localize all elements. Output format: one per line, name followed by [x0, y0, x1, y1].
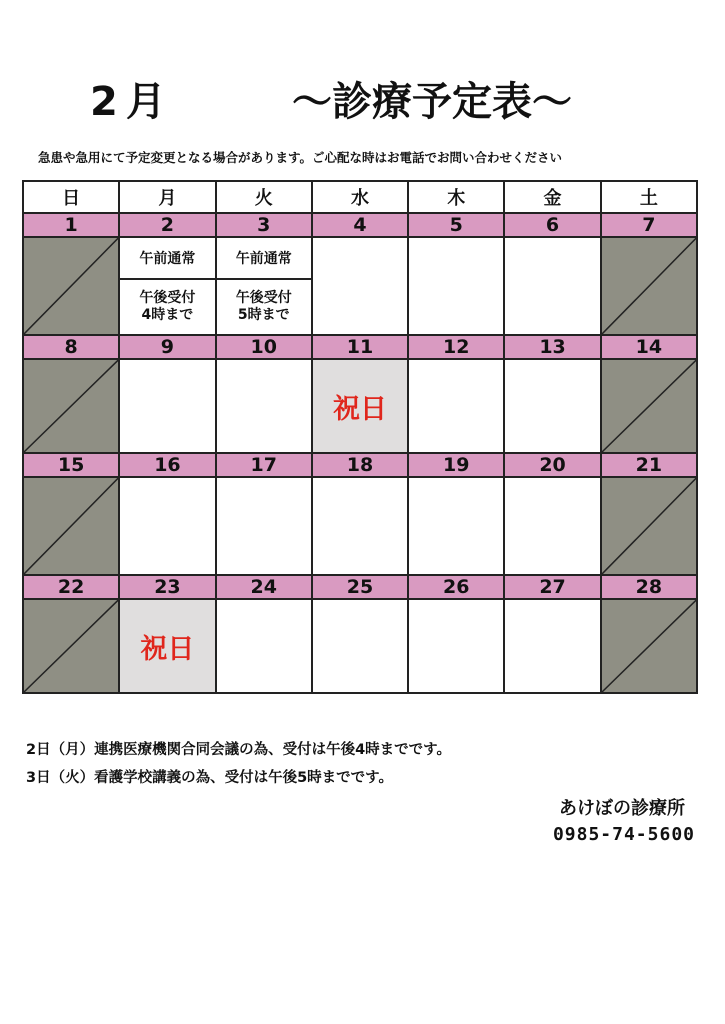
morning-note: 午前通常	[217, 238, 311, 280]
date-cell: 2	[120, 214, 216, 236]
date-cell: 10	[217, 336, 313, 358]
date-cell: 14	[635, 336, 663, 358]
morning-note: 午前通常	[120, 238, 214, 280]
afternoon-note-line2: 4時まで	[141, 307, 194, 323]
schedule-cell	[505, 600, 601, 692]
notice-text: 急患や急用にて予定変更となる場合があります。ご心配な時はお電話でお問い合わせください	[38, 150, 563, 165]
schedule-cell	[120, 360, 216, 452]
holiday-cell	[313, 360, 409, 452]
schedule-cell-feb2	[120, 238, 216, 334]
schedule-cell	[505, 238, 601, 334]
date-cell: 21	[635, 454, 663, 476]
afternoon-note-line1: 午後受付	[235, 290, 292, 306]
date-cell: 8	[24, 336, 120, 358]
calendar	[22, 180, 698, 694]
date-cell: 24	[217, 576, 313, 598]
closed-day-cell	[602, 478, 696, 574]
weekday-sat: 土	[639, 188, 658, 209]
afternoon-note-line2: 5時まで	[237, 307, 290, 323]
date-cell: 11	[313, 336, 409, 358]
holiday-cell	[120, 600, 216, 692]
schedule-cell	[217, 478, 313, 574]
afternoon-note	[120, 280, 214, 334]
schedule-row	[24, 360, 696, 452]
date-cell: 13	[505, 336, 601, 358]
date-cell: 7	[642, 214, 656, 236]
page-title	[0, 70, 725, 130]
date-cell: 26	[409, 576, 505, 598]
weekday-sun: 日	[24, 182, 120, 212]
date-cell: 16	[120, 454, 216, 476]
date-cell: 1	[24, 214, 120, 236]
schedule-row	[24, 238, 696, 334]
date-cell: 6	[505, 214, 601, 236]
date-row	[24, 212, 696, 238]
month-label: 2月	[90, 79, 174, 125]
date-cell: 4	[313, 214, 409, 236]
schedule-cell	[217, 360, 313, 452]
schedule-row	[24, 478, 696, 574]
schedule-cell	[313, 238, 409, 334]
schedule-cell	[120, 478, 216, 574]
schedule-cell	[217, 600, 313, 692]
schedule-cell	[409, 238, 505, 334]
closed-day-cell	[602, 238, 696, 334]
schedule-cell	[313, 478, 409, 574]
holiday-label: 祝日	[332, 393, 387, 425]
schedule-cell	[505, 478, 601, 574]
weekday-fri: 金	[505, 182, 601, 212]
schedule-row	[24, 600, 696, 692]
schedule-title: ～診療予定表～	[292, 79, 572, 125]
date-row	[24, 574, 696, 600]
weekday-mon: 月	[120, 182, 216, 212]
closed-day-cell	[24, 238, 120, 334]
closed-day-cell	[24, 360, 120, 452]
date-cell: 27	[505, 576, 601, 598]
date-cell: 15	[24, 454, 120, 476]
note-feb3: 3日（火）看護学校講義の為、受付は午後5時までです。	[26, 770, 394, 786]
date-cell: 17	[217, 454, 313, 476]
date-cell: 9	[120, 336, 216, 358]
date-cell: 12	[409, 336, 505, 358]
date-cell: 18	[313, 454, 409, 476]
schedule-cell	[409, 360, 505, 452]
schedule-cell	[409, 600, 505, 692]
closed-day-cell	[602, 600, 696, 692]
weekday-tue: 火	[217, 182, 313, 212]
date-cell: 22	[24, 576, 120, 598]
afternoon-note-line1: 午後受付	[139, 290, 196, 306]
clinic-name: あけぼの診療所	[559, 798, 685, 819]
schedule-cell-feb3	[217, 238, 313, 334]
clinic-phone: 0985-74-5600	[552, 824, 695, 845]
weekday-header	[24, 182, 696, 214]
note-feb2: 2日（月）連携医療機関合同会議の為、受付は午後4時までです。	[26, 742, 452, 758]
afternoon-note	[217, 280, 311, 334]
date-cell: 3	[217, 214, 313, 236]
schedule-cell	[505, 360, 601, 452]
weekday-wed: 水	[313, 182, 409, 212]
closed-day-cell	[602, 360, 696, 452]
closed-day-cell	[24, 600, 120, 692]
date-row	[24, 334, 696, 360]
date-row	[24, 452, 696, 478]
holiday-label: 祝日	[140, 633, 195, 665]
weekday-thu: 木	[409, 182, 505, 212]
date-cell: 28	[635, 576, 663, 598]
date-cell: 25	[313, 576, 409, 598]
date-cell: 20	[505, 454, 601, 476]
schedule-cell	[313, 600, 409, 692]
date-cell: 23	[120, 576, 216, 598]
date-cell: 19	[409, 454, 505, 476]
schedule-cell	[409, 478, 505, 574]
closed-day-cell	[24, 478, 120, 574]
date-cell: 5	[409, 214, 505, 236]
